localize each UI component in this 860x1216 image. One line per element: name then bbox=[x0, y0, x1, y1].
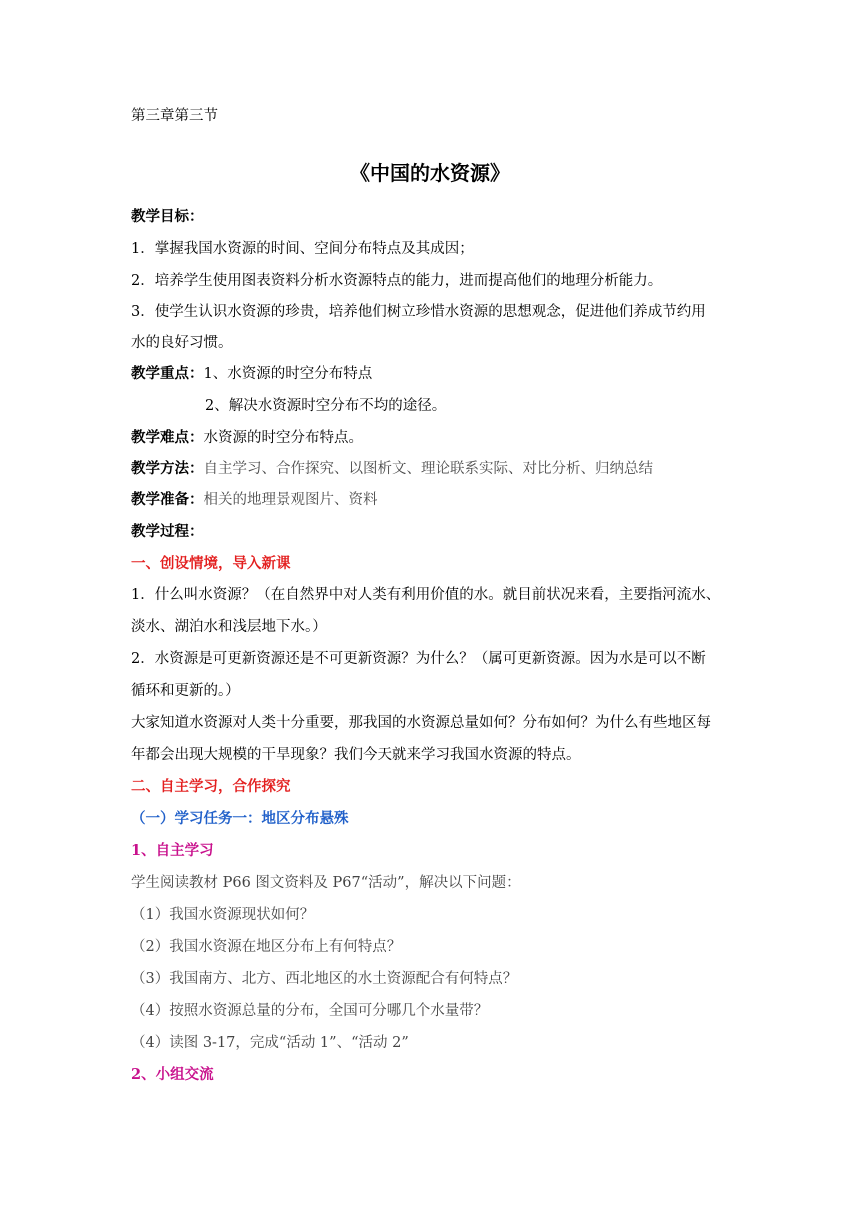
question-item: （1）我国水资源现状如何？ bbox=[131, 907, 315, 923]
intro-line: 大家知道水资源对人类十分重要，那我国的水资源总量如何？分布如何？为什么有些地区每 bbox=[131, 715, 711, 731]
key-point-item: 2、解决水资源时空分布不均的途径。 bbox=[205, 398, 447, 414]
intro-line: 淡水、湖泊水和浅层地下水。） bbox=[131, 619, 327, 635]
difficulty-label: 教学难点： bbox=[131, 429, 204, 446]
methods-text: 自主学习、合作探究、以图析文、理论联系实际、对比分析、归纳总结 bbox=[203, 461, 653, 477]
difficulty-text: 水资源的时空分布特点。 bbox=[203, 430, 363, 446]
intro-line: 2．水资源是可更新资源还是不可更新资源？为什么？（属可更新资源。因为水是可以不断 bbox=[131, 651, 706, 667]
read-instruction: 学生阅读教材 P66 图文资料及 P67“活动”，解决以下问题： bbox=[131, 875, 521, 891]
subsection-heading: 1、自主学习 bbox=[131, 842, 214, 859]
task-heading: （一）学习任务一：地区分布悬殊 bbox=[131, 810, 349, 827]
key-point-item: 1、水资源的时空分布特点 bbox=[203, 366, 373, 382]
difficulty-row bbox=[131, 427, 731, 449]
prep-label: 教学准备： bbox=[131, 491, 204, 508]
prep-text: 相关的地理景观图片、资料 bbox=[203, 492, 378, 508]
goal-item: 3．使学生认识水资源的珍贵，培养他们树立珍惜水资源的思想观念，促进他们养成节约用 bbox=[131, 304, 706, 320]
question-item: （3）我国南方、北方、西北地区的水土资源配合有何特点？ bbox=[131, 971, 518, 987]
question-item: （4）按照水资源总量的分布，全国可分哪几个水量带？ bbox=[131, 1003, 489, 1019]
intro-line: 年都会出现大规模的干旱现象？我们今天就来学习我国水资源的特点。 bbox=[131, 747, 581, 763]
goals-label: 教学目标： bbox=[131, 208, 204, 225]
intro-line: 1．什么叫水资源？（在自然界中对人类有利用价值的水。就目前状况来看，主要指河流水、 bbox=[131, 587, 721, 603]
intro-line: 循环和更新的。） bbox=[131, 683, 240, 699]
question-item: （2）我国水资源在地区分布上有何特点？ bbox=[131, 939, 402, 955]
goal-item-cont: 水的良好习惯。 bbox=[131, 335, 233, 351]
goal-item: 1．掌握我国水资源的时间、空间分布特点及其成因； bbox=[131, 241, 474, 257]
question-item: （4）读图 3-17，完成“活动 1”、“活动 2” bbox=[131, 1035, 409, 1051]
chapter-label: 第三章第三节 bbox=[131, 108, 218, 124]
methods-label: 教学方法： bbox=[131, 460, 204, 477]
section-heading: 一、创设情境，导入新课 bbox=[131, 555, 291, 572]
section-heading: 二、自主学习，合作探究 bbox=[131, 778, 291, 795]
page-title: 《中国的水资源》 bbox=[350, 161, 510, 185]
prep-row bbox=[131, 489, 731, 511]
process-label: 教学过程： bbox=[131, 523, 204, 540]
goal-item: 2．培养学生使用图表资料分析水资源特点的能力，进而提高他们的地理分析能力。 bbox=[131, 273, 663, 289]
key-points-row bbox=[131, 363, 731, 385]
subsection-heading: 2、小组交流 bbox=[131, 1066, 214, 1083]
methods-row bbox=[131, 458, 731, 480]
key-points-label: 教学重点： bbox=[131, 365, 204, 382]
